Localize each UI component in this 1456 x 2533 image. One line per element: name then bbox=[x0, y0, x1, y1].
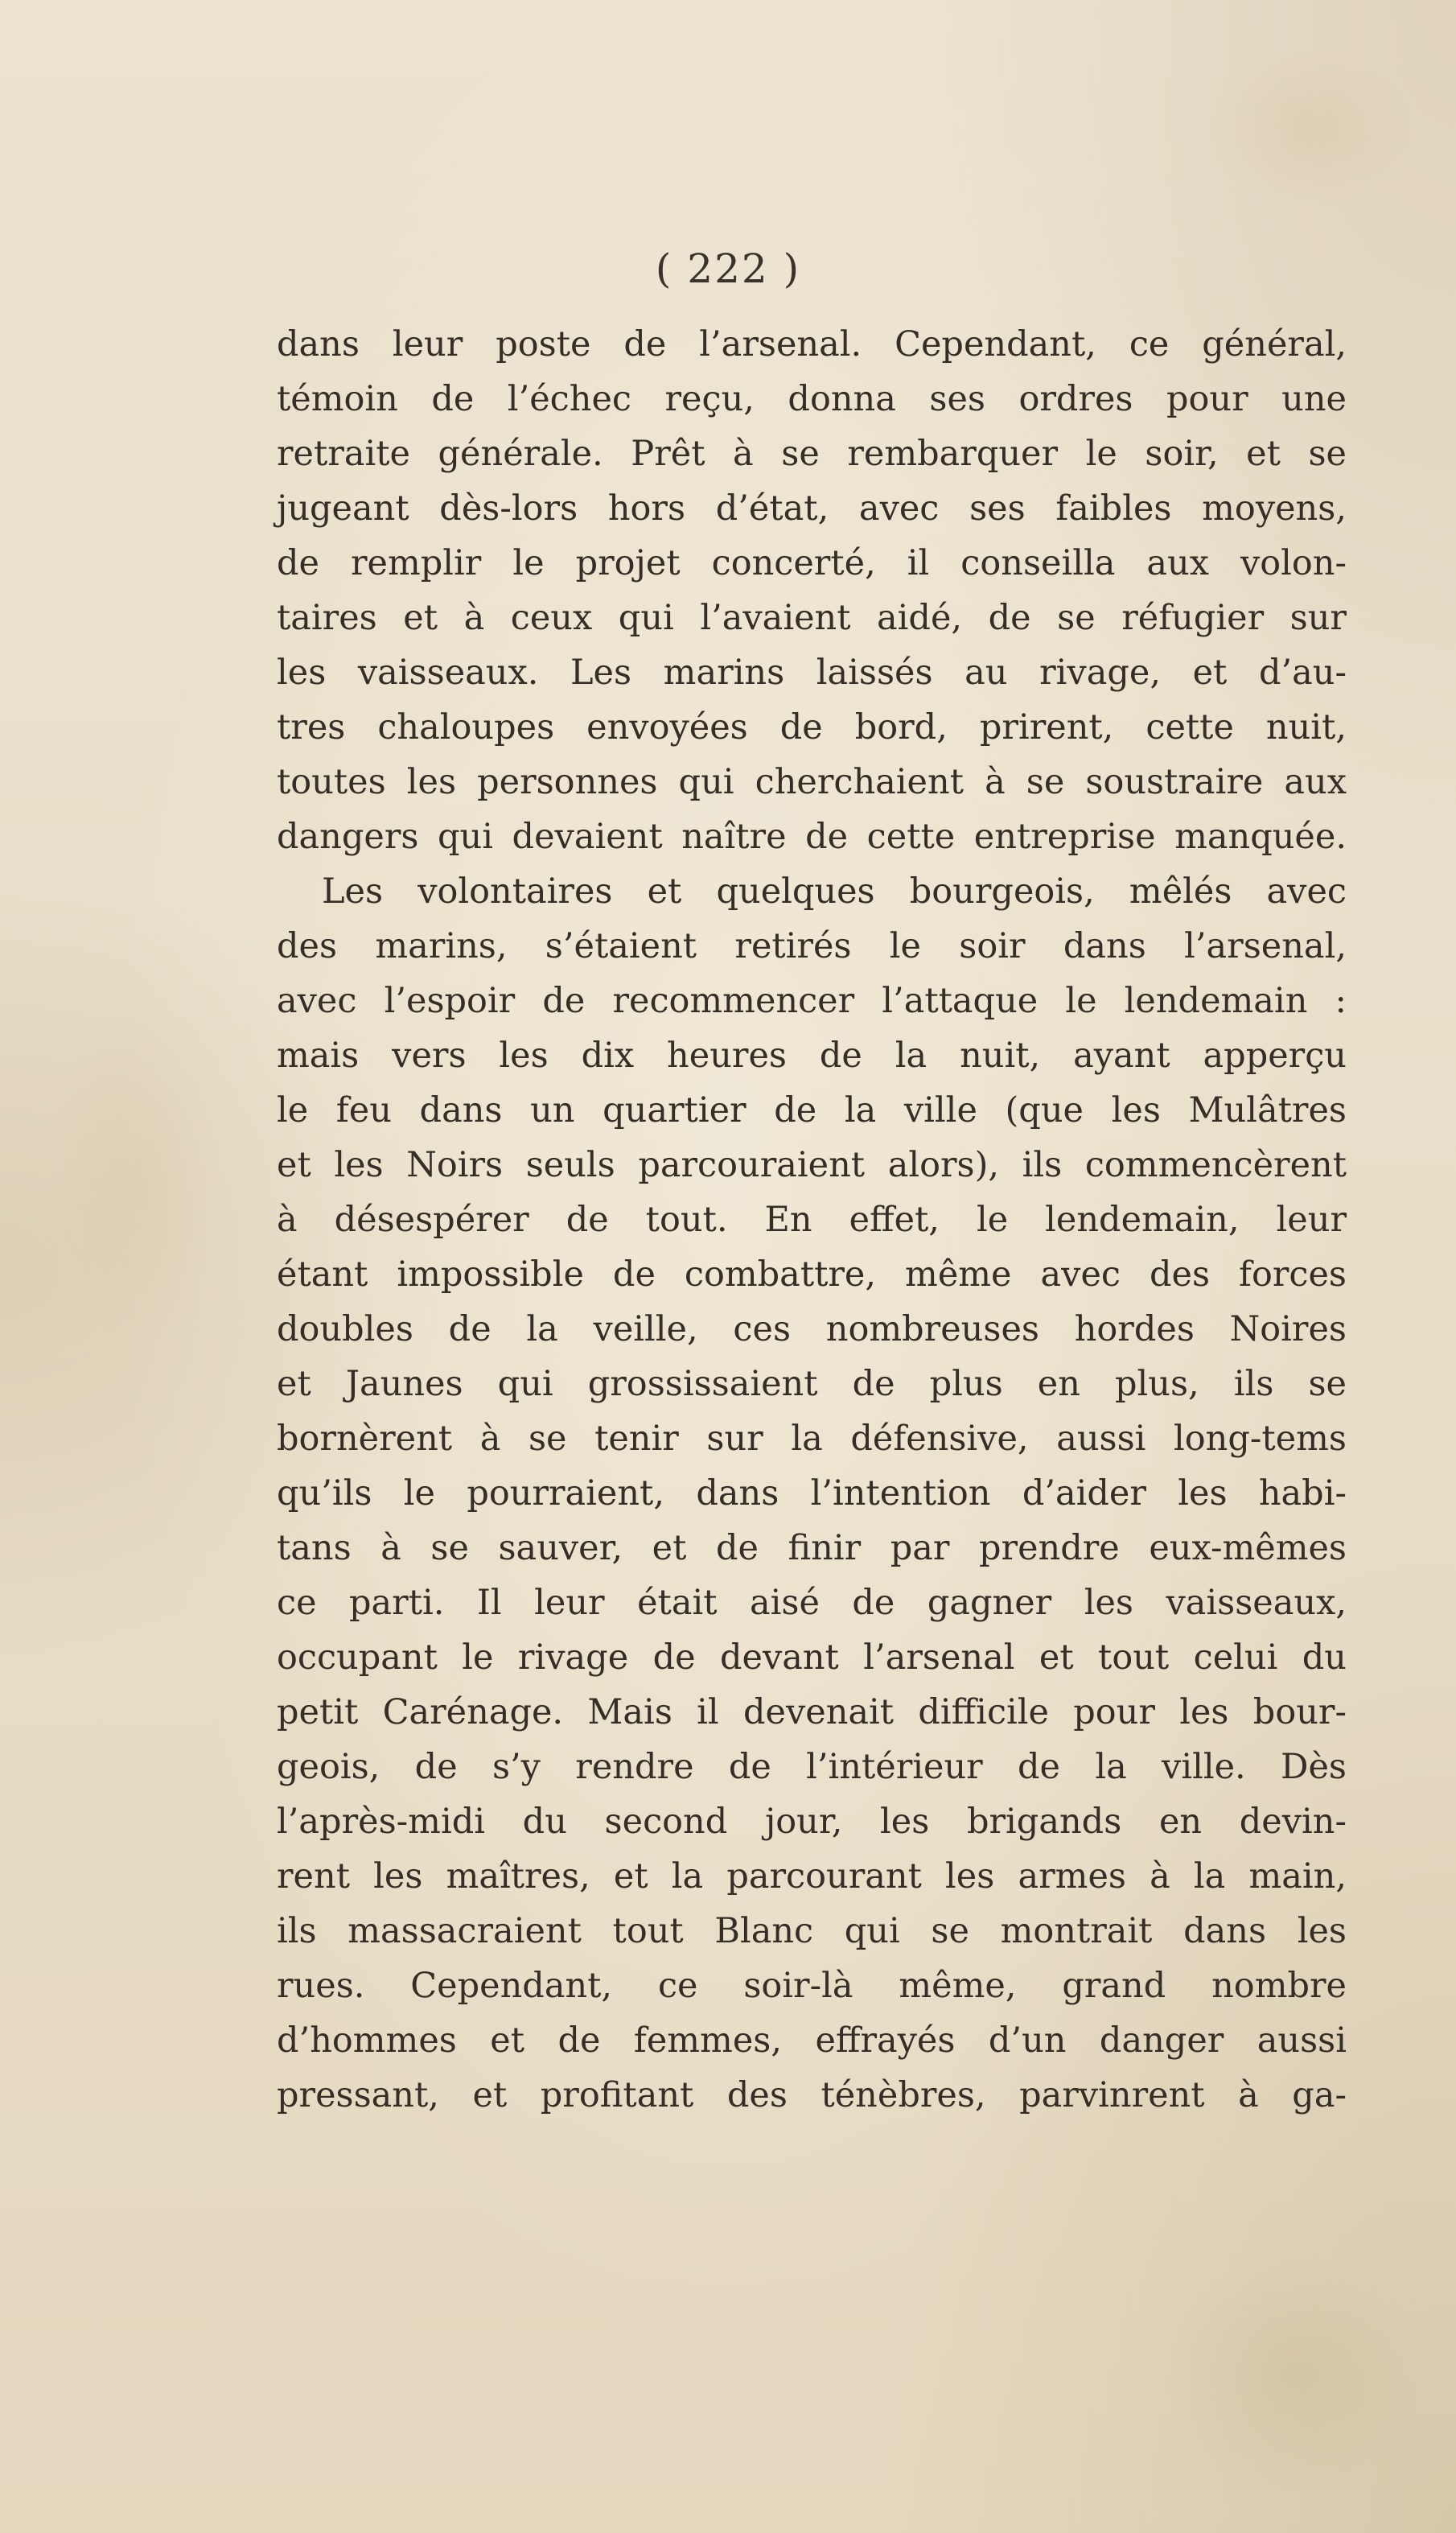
text-line: dangers qui devaient naître de cette entreprise manquée. bbox=[277, 817, 1347, 857]
text-line: à désespérer de tout. En effet, le lendemain, leur bbox=[277, 1200, 1347, 1240]
text-line: bornèrent à se tenir sur la défensive, aussi long-tems bbox=[277, 1419, 1347, 1459]
text-line: geois, de s’y rendre de l’intérieur de la ville. Dès bbox=[277, 1747, 1347, 1787]
text-line: Les volontaires et quelques bourgeois, mêlés avec bbox=[322, 871, 1347, 912]
body-text bbox=[277, 317, 1347, 2123]
text-line: tres chaloupes envoyées de bord, prirent, cette nuit, bbox=[277, 707, 1347, 748]
paper-stain bbox=[48, 1006, 225, 1344]
text-line: rues. Cependant, ce soir-là même, grand nombre bbox=[277, 1966, 1347, 2006]
text-line: témoin de l’échec reçu, donna ses ordres pour une bbox=[277, 379, 1347, 419]
text-line: retraite générale. Prêt à se rembarquer le soir, et se bbox=[277, 434, 1347, 474]
text-line: doubles de la veille, ces nombreuses hordes Noires bbox=[277, 1309, 1347, 1349]
text-line: taires et à ceux qui l’avaient aidé, de se réfugier sur bbox=[277, 598, 1347, 638]
text-line: toutes les personnes qui cherchaient à se soustraire aux bbox=[277, 762, 1347, 802]
text-line: de remplir le projet concerté, il conseilla aux volon- bbox=[277, 543, 1347, 583]
text-line: étant impossible de combattre, même avec des forces bbox=[277, 1254, 1347, 1295]
text-line: pressant, et profitant des ténèbres, parvinrent à ga- bbox=[277, 2075, 1347, 2115]
paper-stain bbox=[1207, 48, 1416, 209]
page-number-header: ( 222 ) bbox=[655, 245, 801, 292]
text-line: le feu dans un quartier de la ville (que les Mulâtres bbox=[277, 1090, 1347, 1131]
text-line: et Jaunes qui grossissaient de plus en plus, ils se bbox=[277, 1364, 1347, 1404]
text-line: les vaisseaux. Les marins laissés au rivage, et d’au- bbox=[277, 653, 1347, 693]
text-line: d’hommes et de femmes, effrayés d’un danger aussi bbox=[277, 2020, 1347, 2061]
text-line: tans à se sauver, et de finir par prendre eux-mêmes bbox=[277, 1528, 1347, 1568]
text-line: ils massacraient tout Blanc qui se montrait dans les bbox=[277, 1911, 1347, 1951]
text-line: petit Carénage. Mais il devenait difficile pour les bour- bbox=[277, 1692, 1347, 1732]
text-line: jugeant dès-lors hors d’état, avec ses faibles moyens, bbox=[277, 488, 1347, 529]
text-line: l’après-midi du second jour, les brigands en devin- bbox=[277, 1802, 1347, 1842]
text-line: et les Noirs seuls parcouraient alors), ils commencèrent bbox=[277, 1145, 1347, 1185]
text-line: occupant le rivage de devant l’arsenal et tout celui du bbox=[277, 1637, 1347, 1678]
text-line: des marins, s’étaient retirés le soir dans l’arsenal, bbox=[277, 926, 1347, 966]
paper-stain bbox=[1166, 2253, 1424, 2494]
text-line: mais vers les dix heures de la nuit, ayant apperçu bbox=[277, 1036, 1347, 1076]
text-line: dans leur poste de l’arsenal. Cependant, ce général, bbox=[277, 324, 1347, 365]
text-line: rent les maîtres, et la parcourant les armes à la main, bbox=[277, 1856, 1347, 1897]
text-line: qu’ils le pourraient, dans l’intention d’aider les habi- bbox=[277, 1473, 1347, 1514]
text-line: avec l’espoir de recommencer l’attaque le lendemain : bbox=[277, 981, 1347, 1021]
text-line: ce parti. Il leur était aisé de gagner les vaisseaux, bbox=[277, 1583, 1347, 1623]
